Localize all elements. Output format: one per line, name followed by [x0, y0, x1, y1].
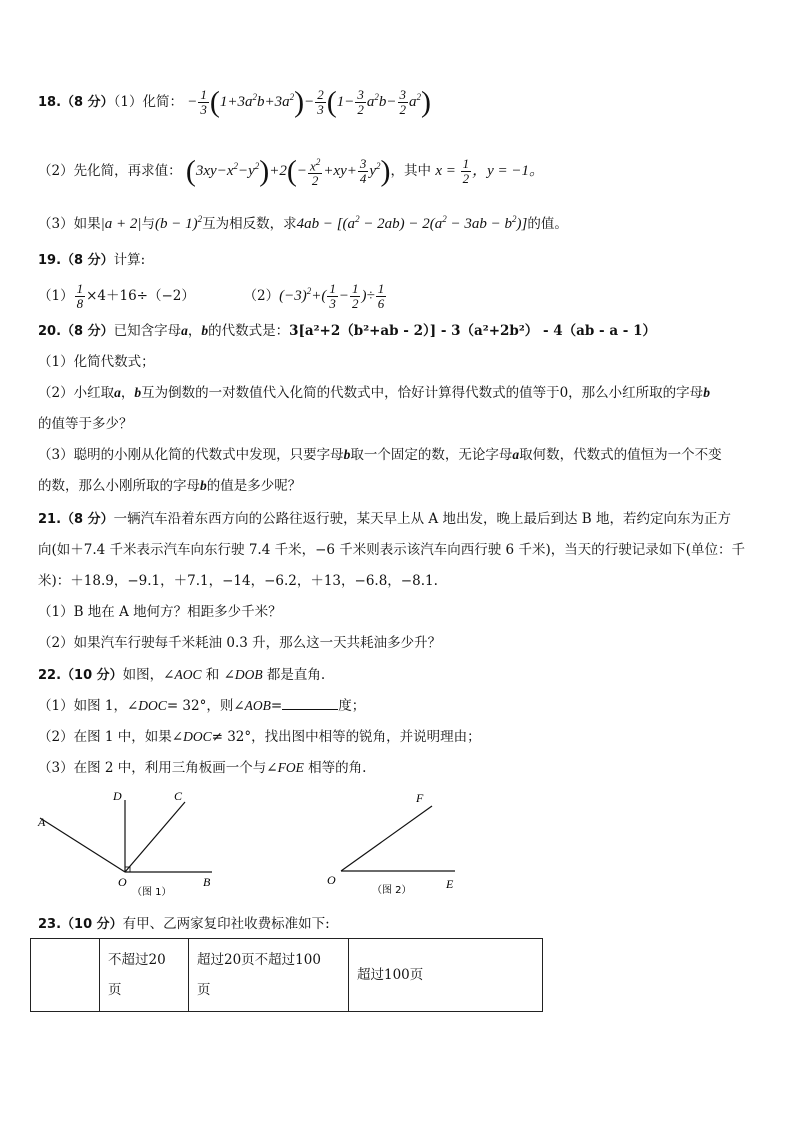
table-cell-empty: [31, 939, 100, 1012]
q22-part3: （3）在图 2 中，利用三角板画一个与∠FOE 相等的角.: [38, 760, 367, 776]
q20-part3-line2: 的数，那么小刚所取的字母b的值是多少呢？: [38, 478, 302, 494]
q22-figures: [0, 788, 794, 898]
q20-part2-line2: 的值等于多少？: [38, 416, 133, 432]
table-header-cell: 超过20页不超过100 页: [189, 939, 349, 1012]
q18-part2: （2）先化简，再求值： $(3xy-x^2-y^2)+2(-$ $\frac{x^2}{2}$ +xy+ $\frac{3}{4}$ $y^2$)，其中 x = $\frac{1}{2}$ ，y = −1。: [38, 154, 545, 189]
q18-expr1: − $\frac{1}{3}$ $(1+3a^2b+3a^2)-$ $\frac{2}{3}$ (1− $\frac{3}{2}$ $a^2b-$ $\frac{3}{2}$ $a^2$): [187, 85, 431, 119]
q18-expr3: $4ab - [(a^2 - 2ab) - 2(a^2 - 3ab - b^2)]$: [296, 214, 528, 232]
q22-part2: （2）在图 1 中，如果∠DOC≠ 32°，找出图中相等的锐角，并说明理由；: [38, 729, 481, 745]
q18-x-value: x = $\frac{1}{2}$ ，: [435, 156, 488, 187]
q18-part3: （3）如果|a + 2|与$(b - 1)^2$互为相反数，求$4ab - [(a^2 - 2ab) - 2(a^2 - 3ab - b^2)]$的值。: [38, 214, 568, 232]
fee-table: [30, 938, 543, 1012]
figure-2-caption: （图 2）: [372, 885, 412, 896]
label-O1: O: [118, 875, 127, 889]
q21-part2: （2）如果汽车行驶每千米耗油 0.3 升，那么这一天共耗油多少升？: [38, 635, 442, 651]
label-E: E: [446, 877, 454, 891]
q19-parts: （1） $\frac{1}{8}$ ×4＋16÷（−2） $(2)(-3)^2+$( $\frac{1}{3}$ − $\frac{1}{2}$ )÷ $\frac{1}{6}$: [38, 282, 387, 311]
q21-line2: 向(如＋7.4 千米表示汽车向东行驶 7.4 千米，−6 千米则表示该汽车向西行驶 6 千米)，当天的行驶记录如下(单位：千: [38, 542, 745, 558]
q20-part2-line1: （2）小红取a，b互为倒数的一对数值代入化简的代数式中，恰好计算得代数式的值等于0，那么小红所取的字母b: [38, 385, 710, 401]
ray-OA: [40, 818, 125, 872]
q21-line1: 21.（8 分）一辆汽车沿着东西方向的公路往返行驶，某天早上从 A 地出发，晚上最后到达 B 地，若约定向东为正方: [38, 511, 731, 527]
figure-2: [327, 791, 455, 896]
q19-frac: $\frac{1}{8}$: [76, 281, 84, 312]
label-B: B: [203, 875, 211, 889]
ray-OC: [125, 802, 185, 872]
table-header-cell: 超过100页: [349, 939, 543, 1012]
label-C: C: [174, 789, 183, 803]
q20-intro: 20.（8 分）已知含字母a，b的代数式是：3[a²+2（b²+ab - 2）] - 3（a²+2b²） - 4（ab - a - 1）: [38, 323, 656, 339]
q23-intro: 23.（10 分）有甲、乙两家复印社收费标准如下:: [38, 916, 330, 932]
q20-part3-line1: （3）聪明的小刚从化简的代数式中发现，只要字母b取一个固定的数，无论字母a取何数，代数式的值恒为一个不变: [38, 447, 722, 463]
q22-part1: （1）如图 1，∠DOC= 32°，则∠AOB= 度；: [38, 698, 366, 714]
q18-expr2: $(3xy-x^2-y^2)+2(-$ $\frac{x^2}{2}$ +xy+ $\frac{3}{4}$ $y^2$): [185, 154, 391, 189]
q21-line3: 米)：＋18.9，−9.1，＋7.1，−14，−6.2，＋13，−6.8，−8.1.: [38, 573, 438, 589]
table-header-cell: 不超过20 页: [100, 939, 189, 1012]
q19-expr2: $(-3)^2+$( $\frac{1}{3}$ − $\frac{1}{2}$ )÷ $\frac{1}{6}$: [279, 281, 385, 312]
ray-OF: [341, 806, 432, 871]
figure-1: [37, 789, 212, 898]
label-D: D: [113, 789, 122, 803]
label-F: F: [416, 791, 424, 805]
q20-part1: （1）化简代数式；: [38, 354, 155, 370]
table-row: [31, 939, 543, 1012]
q18-abs: |a + 2|: [100, 216, 142, 232]
label-A: A: [38, 815, 46, 829]
answer-blank[interactable]: [282, 697, 338, 710]
q19-title: 19.（8 分）计算:: [38, 252, 146, 268]
q18-square: $(b - 1)^2$: [154, 214, 203, 232]
q18-part1: 18.（8 分）（1）化简： − $\frac{1}{3}$ $(1+3a^2b+3a^2)-$ $\frac{2}{3}$ (1− $\frac{3}{2}$ $a^2b-$ $\frac{3}{2}$ $a^2$): [38, 85, 431, 119]
q22-intro: 22.（10 分）如图，∠AOC 和 ∠DOB 都是直角.: [38, 667, 326, 683]
q21-part1: （1）B 地在 A 地何方？相距多少千米？: [38, 604, 282, 620]
label-O2: O: [327, 873, 336, 887]
figure-1-caption: （图 1）: [132, 887, 172, 898]
